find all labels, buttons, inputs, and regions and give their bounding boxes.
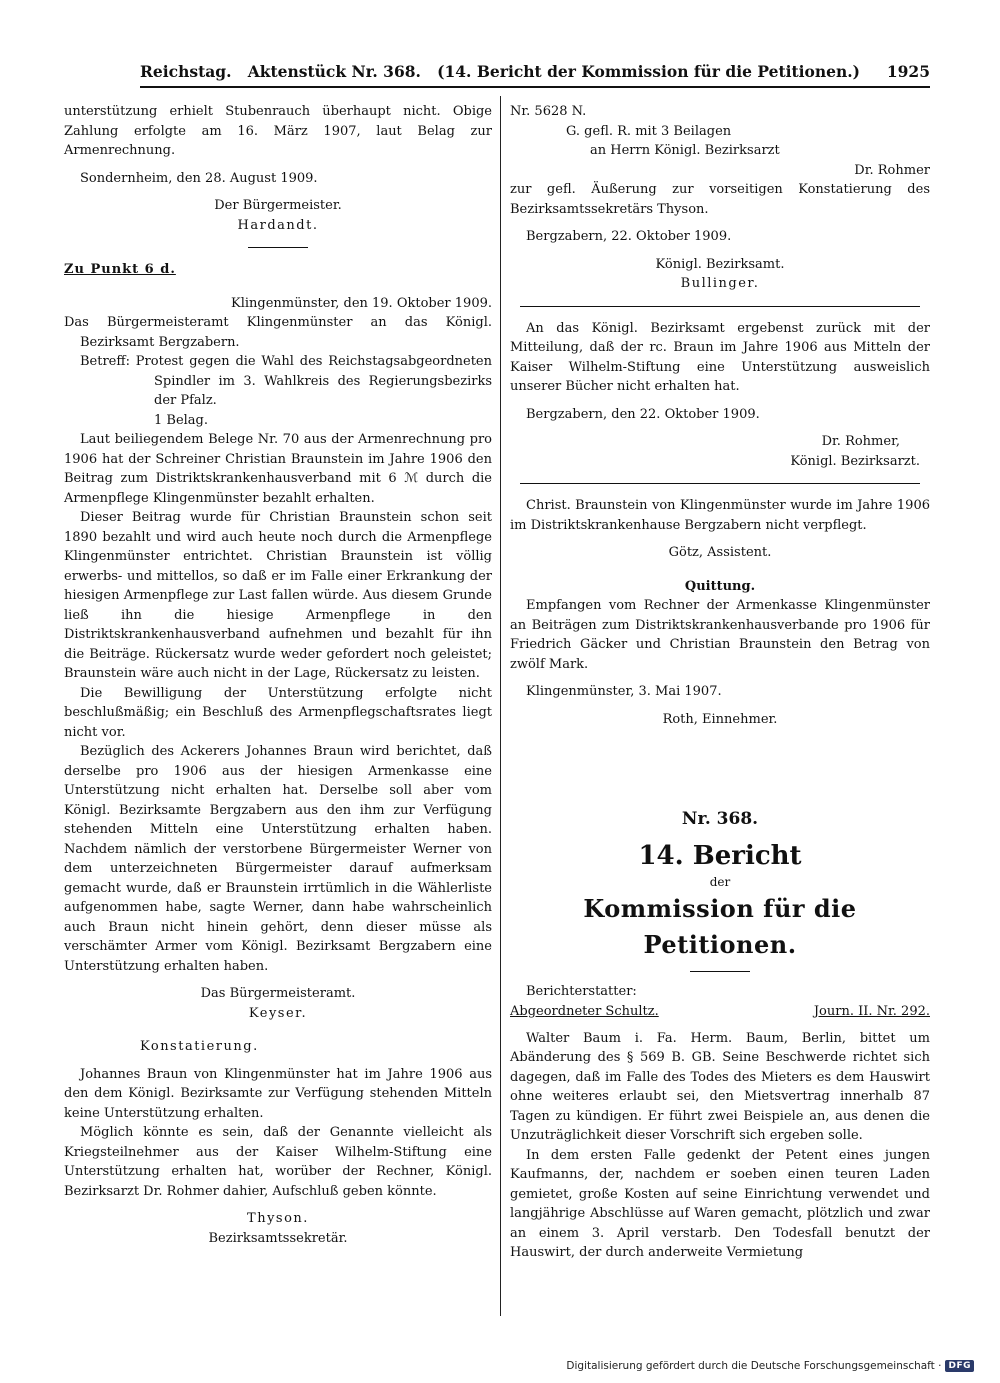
paragraph: Johannes Braun von Klingenmünster hat im Jahre 1906 aus den dem Königl. Bezirksamte zur Verfügung stehenden Mitteln keine Unterstützung erhalten. bbox=[64, 1066, 492, 1121]
reporter-row bbox=[510, 1002, 930, 1021]
paragraph: Möglich könnte es sein, daß der Genannte vielleicht als Kriegsteilnehmer aus der Kaiser Wilhelm-Stiftung eine Unterstützung erhalten hat, worüber der Rechner, Königl. Bezirksarzt Dr. Rohmer dahier, Aufschluß geben könnte. bbox=[64, 1125, 492, 1199]
paragraph: Walter Baum i. Fa. Herm. Baum, Berlin, bittet um Abänderung des § 569 B. GB. Seine Beschwerde richtet sich dagegen, daß im Falle des Todes des Mieters es dem Hauswirt ohne weiteres erlaubt sei, den Mietsvertrag innerhalb 87 Tagen zu kündigen. Er führt zwei Beispiele an, aus denen die Unzuträglichkeit dieser Vorschrift sich ergeben solle. bbox=[510, 1030, 930, 1143]
credit-text: Digitalisierung gefördert durch die Deutsche Forschungsgemeinschaft · bbox=[566, 1360, 942, 1372]
signature-role: Das Bürgermeisteramt. bbox=[200, 986, 356, 1001]
report-title: 14. Bericht bbox=[638, 841, 802, 871]
signature-role: Der Bürgermeister. bbox=[214, 198, 342, 213]
section-label: Zu Punkt 6 d. bbox=[64, 262, 176, 277]
place-date: Bergzabern, den 22. Oktober 1909. bbox=[526, 406, 760, 422]
paragraph: Christ. Braunstein von Klingenmünster wurde im Jahre 1906 im Distriktskrankenhause Bergzabern nicht verpflegt. bbox=[510, 498, 930, 533]
left-column bbox=[64, 102, 492, 1248]
right-column bbox=[510, 102, 930, 1263]
separator-rule bbox=[690, 971, 750, 972]
running-header bbox=[140, 58, 930, 88]
enclosure-note: 1 Belag. bbox=[154, 412, 209, 428]
signature-name: Keyser. bbox=[248, 1005, 308, 1021]
separator-rule bbox=[520, 306, 920, 307]
address-line: Das Bürgermeisteramt Klingenmünster an das Königl. Bezirksamt Bergzabern. bbox=[64, 315, 492, 350]
paragraph: Bezüglich des Ackerers Johannes Braun wird berichtet, daß derselbe pro 1906 aus der hiesigen Armenkasse eine Unterstützung nicht erhalten hat. Derselbe soll aber vom Königl. Bezirksamte Bergzabern aus den ihm zur Verfügung stehenden Mitteln eine Unterstützung erhalten haben. Nachdem nämlich der verstorbene Bürgermeister Werner von dem unterzeichneten Bürgermeister darauf aufmerksam gemacht wurde, daß er Braunstein irrtümlich in die Wählerliste aufgenommen habe, sagte Werner, dann habe wahrscheinlich auch Braun nicht hinein gehört, denn dieser müsse als verschämter Armer vom Königl. Bezirksamt Bergzabern eine Unterstützung erhalten haben. bbox=[64, 744, 492, 974]
paragraph: An das Königl. Bezirksamt ergebenst zurück mit der Mitteilung, daß der rc. Braun im Jahre 1906 aus Mitteln der Kaiser Wilhelm-Stiftung eine Unterstützung ausweislich unserer Bücher nicht erhalten hat. bbox=[510, 320, 930, 394]
section-title: Quittung. bbox=[684, 578, 756, 594]
title-connector: der bbox=[709, 875, 731, 889]
paragraph: Dieser Beitrag wurde für Christian Braunstein schon seit 1890 bezahlt und wird auch heute noch durch die Armenpflege Klingenmünster entrichtet. Christian Braunstein ist völlig erwerbs- und mittellos, so daß er im Falle einer Erkrankung der hiesigen Armenpflege zur Last fallen würde. Aus diesem Grunde ließ ihn die hiesige Armenpflege in den Distriktskrankenhausverband aufnehmen und bezahlt für ihn die Beiträge. Rückersatz wurde weder gefordert noch geleistet; Braunstein wäre auch nicht in der Lage, Rückersatz zu leisten. bbox=[64, 510, 492, 681]
column-divider bbox=[500, 96, 501, 1316]
reporter-name: Abgeordneter Schultz. bbox=[510, 1003, 659, 1019]
signature-role: Bezirksamtssekretär. bbox=[208, 1230, 348, 1246]
signature-role: Königl. Bezirksarzt. bbox=[790, 453, 920, 469]
dfg-logo-icon: DFG bbox=[945, 1360, 974, 1372]
subject-line: Betreff: Protest gegen die Wahl des Reichstagsabgeordneten Spindler im 3. Wahlkreis des Regierungsbezirks der Pfalz. bbox=[80, 354, 492, 408]
signature: Götz, Assistent. bbox=[668, 545, 772, 560]
place-date: Bergzabern, 22. Oktober 1909. bbox=[526, 229, 732, 244]
commission-title: Kommission für die Petitionen. bbox=[583, 894, 857, 959]
signature-role: Königl. Bezirksamt. bbox=[655, 256, 785, 272]
routing-line: an Herrn Königl. Bezirksarzt bbox=[590, 143, 780, 158]
journal-number: Journ. II. Nr. 292. bbox=[813, 1003, 930, 1019]
reference-number: Nr. 5628 N. bbox=[510, 104, 587, 119]
document-number: Nr. 368. bbox=[681, 809, 759, 829]
page-number: 1925 bbox=[886, 62, 930, 81]
signature-name: Dr. Rohmer, bbox=[821, 434, 900, 449]
paragraph: Empfangen vom Rechner der Armenkasse Klingenmünster an Beiträgen zum Distriktskrankenhausverbande pro 1906 für Friedrich Gäcker und Christian Braunstein den Betrag von zwölf Mark. bbox=[510, 598, 930, 672]
signature-name: Hardandt. bbox=[237, 217, 319, 233]
digitization-credit bbox=[566, 1360, 974, 1372]
paragraph: In dem ersten Falle gedenkt der Petent eines jungen Kaufmanns, der, nachdem er soeben einen teuren Laden gemietet, große Kosten auf seine Einrichtung verwendet und langjährige Abschlüsse auf Waren gemacht, plötzlich und zwar an einem 3. April verstarb. Den Todesfall benutzt der Hauswirt, der durch anderweite Vermietung bbox=[510, 1147, 930, 1260]
section-title: Konstatierung. bbox=[140, 1039, 259, 1054]
paragraph: Laut beiliegendem Belege Nr. 70 aus der Armenrechnung pro 1906 hat der Schreiner Christian Braunstein im Jahre 1906 den Beitrag zum Distriktskrankenhausverband mit 6 ℳ durch die Armenpflege Klingenmünster bezahlt erhalten. bbox=[64, 432, 492, 506]
routing-line: G. gefl. R. mit 3 Beilagen bbox=[566, 123, 732, 139]
header-title: Reichstag. Aktenstück Nr. 368. (14. Bericht der Kommission für die Petitionen.) bbox=[140, 62, 861, 81]
place-date: Klingenmünster, den 19. Oktober 1909. bbox=[231, 295, 492, 311]
signature-name: Bullinger. bbox=[680, 276, 760, 291]
place-date: Sondernheim, den 28. August 1909. bbox=[80, 170, 318, 186]
signature-name: Thyson. bbox=[247, 1211, 309, 1226]
place-date: Klingenmünster, 3. Mai 1907. bbox=[526, 684, 722, 699]
routing-line: Dr. Rohmer bbox=[854, 162, 930, 178]
separator-rule bbox=[248, 247, 308, 248]
separator-rule bbox=[520, 483, 920, 484]
paragraph: zur gefl. Äußerung zur vorseitigen Konstatierung des Bezirksamtssekretärs Thyson. bbox=[510, 182, 930, 217]
reporter-label: Berichterstatter: bbox=[526, 984, 637, 999]
paragraph: unterstützung erhielt Stubenrauch überhaupt nicht. Obige Zahlung erfolgte am 16. März 1907, laut Belag zur Armenrechnung. bbox=[64, 104, 492, 158]
signature: Roth, Einnehmer. bbox=[662, 711, 778, 727]
paragraph: Die Bewilligung der Unterstützung erfolgte nicht beschlußmäßig; ein Beschluß des Armenpflegschaftsrates liegt nicht vor. bbox=[64, 685, 492, 740]
